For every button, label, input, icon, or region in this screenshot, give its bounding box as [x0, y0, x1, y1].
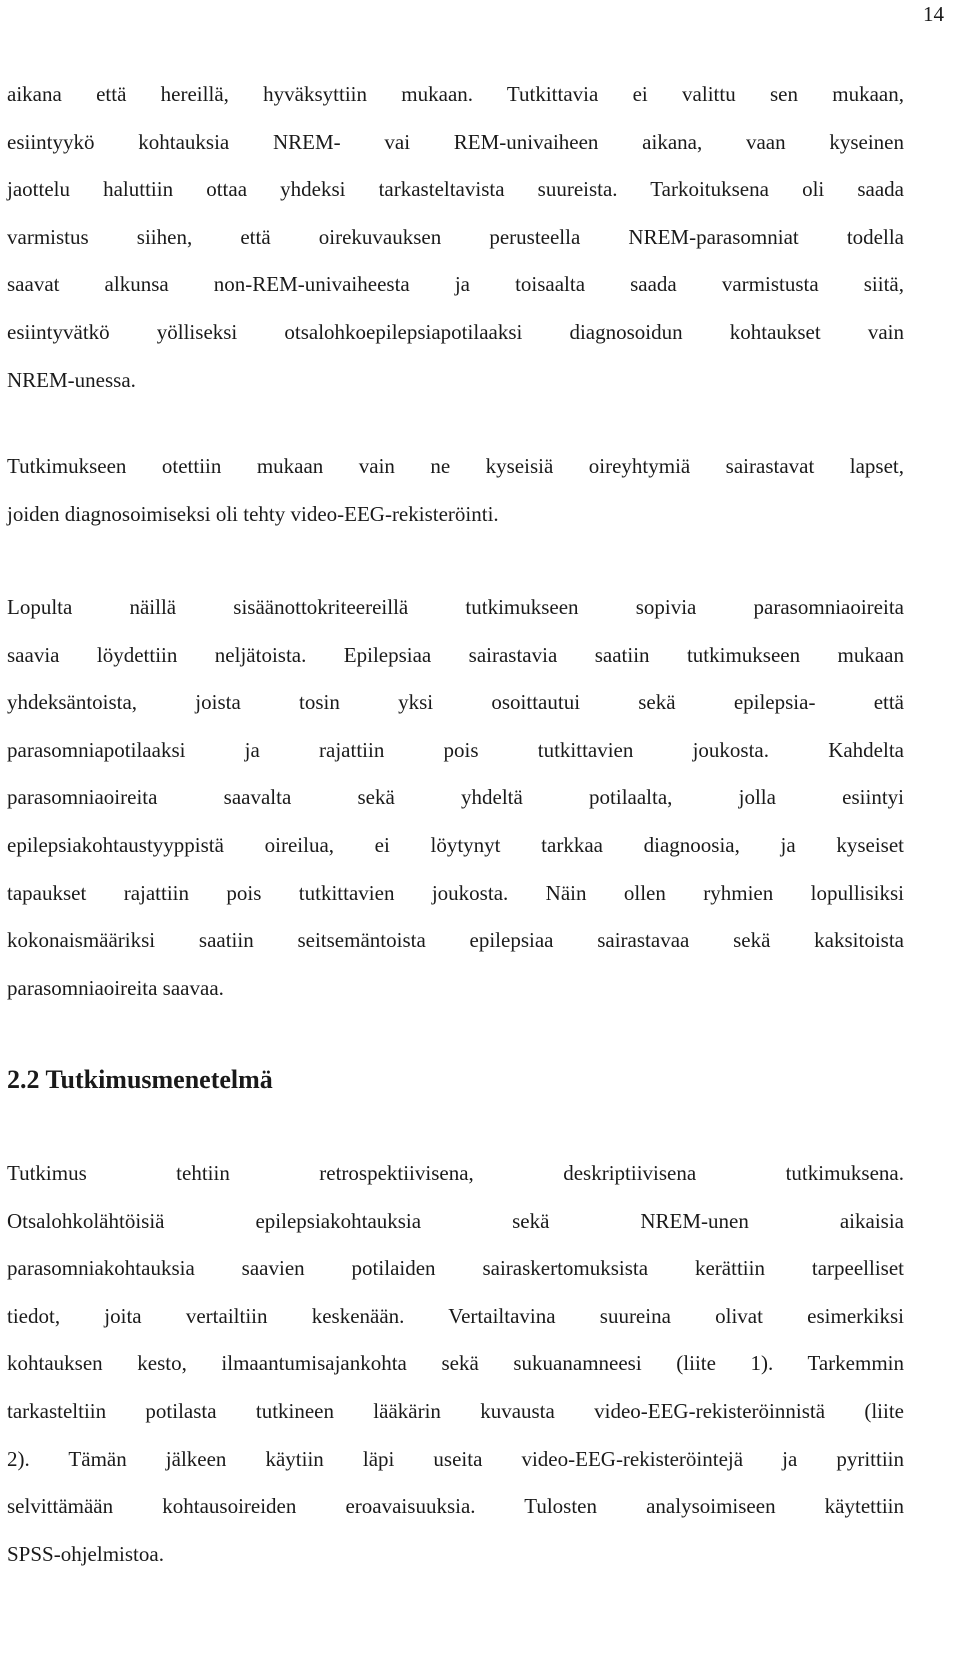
paragraph-line: parasomniaoireita saavalta sekä yhdeltä potilaalta, jolla esiintyi — [7, 785, 904, 810]
paragraph-line: NREM-unessa. — [7, 367, 136, 392]
paragraph-line: kohtauksen kesto, ilmaantumisajankohta sekä sukuanamneesi (liite 1). Tarkemmin — [7, 1351, 904, 1376]
paragraph-3 — [7, 584, 904, 1012]
paragraph-line: aikana että hereillä, hyväksyttiin mukaan. Tutkittavia ei valittu sen mukaan, — [7, 82, 904, 106]
paragraph-line: selvittämään kohtausoireiden eroavaisuuksia. Tulosten analysoimiseen käytettiin — [7, 1494, 904, 1519]
section-heading: 2.2 Tutkimusmenetelmä — [7, 1065, 273, 1094]
paragraph-line: kokonaismääriksi saatiin seitsemäntoista epilepsiaa sairastavaa sekä kaksitoista — [7, 928, 904, 953]
paragraph-line: epilepsiakohtaustyyppistä oireilua, ei löytynyt tarkkaa diagnoosia, ja kyseiset — [7, 832, 904, 857]
paragraph-line: saavia löydettiin neljätoista. Epilepsiaa sairastavia saatiin tutkimukseen mukaan — [7, 642, 904, 667]
page-number: 14 — [923, 2, 944, 26]
paragraph-line: SPSS-ohjelmistoa. — [7, 1541, 164, 1566]
paragraph-line: Lopulta näillä sisäänottokriteereillä tutkimukseen sopivia parasomniaoireita — [7, 595, 904, 619]
paragraph-line: 2). Tämän jälkeen käytiin läpi useita video-EEG-rekisteröintejä ja pyrittiin — [7, 1446, 904, 1471]
paragraph-line: esiintyvätkö yölliseksi otsalohkoepilepsiapotilaaksi diagnosoidun kohtaukset vain — [7, 319, 904, 344]
paragraph-4 — [7, 1150, 904, 1578]
paragraph-line: Tutkimukseen otettiin mukaan vain ne kyseisiä oireyhtymiä sairastavat lapset, — [7, 454, 904, 478]
paragraph-2 — [7, 443, 904, 538]
paragraph-line: tarkasteltiin potilasta tutkineen lääkärin kuvausta video-EEG-rekisteröinnistä (liite — [7, 1398, 904, 1423]
paragraph-line: tapaukset rajattiin pois tutkittavien joukosta. Näin ollen ryhmien lopullisiksi — [7, 880, 904, 905]
paragraph-line: esiintyykö kohtauksia NREM- vai REM-univaiheen aikana, vaan kyseinen — [7, 129, 904, 154]
paragraph-line: parasomniaoireita saavaa. — [7, 975, 224, 1000]
paragraph-line: saavat alkunsa non-REM-univaiheesta ja toisaalta saada varmistusta siitä, — [7, 272, 904, 297]
paragraph-1 — [7, 71, 904, 404]
paragraph-line: varmistus siihen, että oirekuvauksen perusteella NREM-parasomniat todella — [7, 224, 904, 249]
paragraph-line: jaottelu haluttiin ottaa yhdeksi tarkasteltavista suureista. Tarkoituksena oli saada — [7, 177, 904, 202]
paragraph-line: joiden diagnosoimiseksi oli tehty video-EEG-rekisteröinti. — [7, 501, 499, 526]
paragraph-line: Tutkimus tehtiin retrospektiivisena, deskriptiivisena tutkimuksena. — [7, 1161, 904, 1185]
paragraph-line: Otsalohkolähtöisiä epilepsiakohtauksia sekä NREM-unen aikaisia — [7, 1208, 904, 1233]
paragraph-line: parasomniakohtauksia saavien potilaiden sairaskertomuksista kerättiin tarpeelliset — [7, 1256, 904, 1281]
paragraph-line: parasomniapotilaaksi ja rajattiin pois tutkittavien joukosta. Kahdelta — [7, 737, 904, 762]
paragraph-line: tiedot, joita vertailtiin keskenään. Vertailtavina suureina olivat esimerkiksi — [7, 1303, 904, 1328]
paragraph-line: yhdeksäntoista, joista tosin yksi osoittautui sekä epilepsia- että — [7, 690, 904, 715]
